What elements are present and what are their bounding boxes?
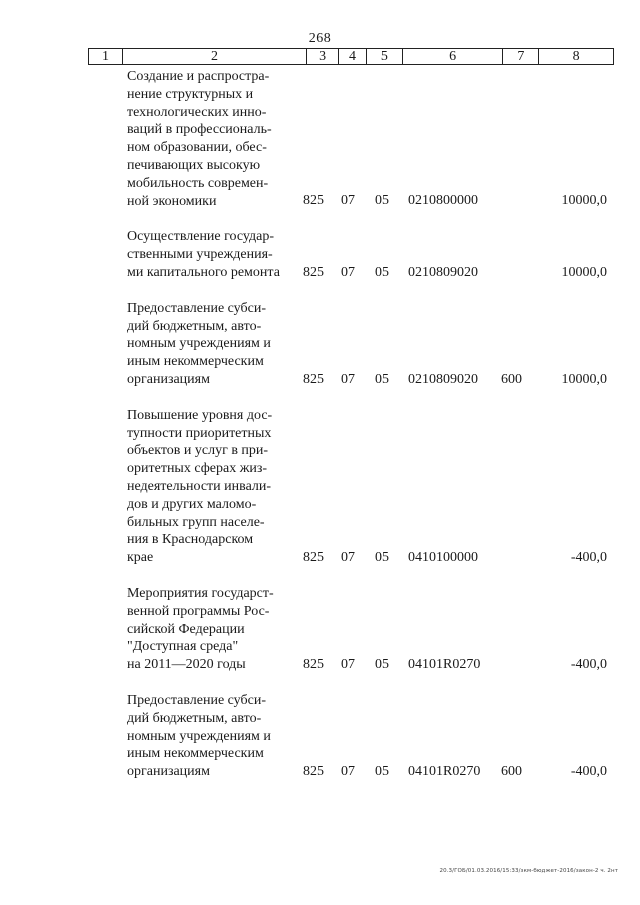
table-row: [0, 228, 640, 281]
row-description: Предоставление субси- дий бюджетным, авто- номным учреждениям и иным некоммерческим организациям: [127, 692, 271, 780]
cell-section: 07: [341, 763, 355, 779]
cell-amount: 10000,0: [561, 193, 607, 209]
cell-ministry: 825: [303, 264, 324, 280]
budget-table-body: [0, 68, 640, 799]
row-description: Осуществление государ- ственными учреждения- ми капитального ремонта: [127, 229, 280, 280]
header-col-2: 2: [123, 49, 307, 64]
table-row: [0, 300, 640, 389]
row-values: [0, 264, 640, 282]
cell-subsection: 05: [375, 193, 389, 209]
cell-amount: 10000,0: [561, 264, 607, 280]
header-col-4: 4: [339, 49, 367, 64]
cell-section: 07: [341, 656, 355, 672]
header-col-1: 1: [89, 49, 123, 64]
row-values: [0, 549, 640, 567]
table-row: [0, 68, 640, 210]
header-col-8: 8: [572, 48, 580, 64]
cell-amount: 10000,0: [561, 371, 607, 387]
page-number: 268: [308, 31, 332, 46]
header-col-3: 3: [307, 49, 339, 64]
row-values: [0, 371, 640, 389]
header-col-7: 7: [503, 49, 539, 64]
cell-subsection: 05: [375, 264, 389, 280]
row-description: Предоставление субси- дий бюджетным, авто- номным учреждениям и иным некоммерческим организациям: [127, 300, 271, 387]
cell-target-article: 04101R0270: [408, 656, 481, 672]
cell-ministry: 825: [303, 193, 324, 209]
cell-subsection: 05: [375, 371, 389, 387]
cell-subsection: 05: [375, 549, 389, 565]
row-values: [0, 192, 640, 210]
document-footer-code: 20.3/ГОБ/01.03.2016/15:33/зкм-бюджет-2016/закон-2 ч. 2нт: [439, 868, 618, 874]
cell-expense-type: 600: [501, 763, 522, 779]
cell-ministry: 825: [303, 371, 324, 387]
row-description: Повышение уровня дос- тупности приоритетных объектов и услуг в при- оритетных сферах жиз- недеятельности инвали- дов и других маломо- бильных групп населе- ния в Краснодарском крае: [127, 407, 273, 566]
cell-target-article: 0210809020: [408, 264, 478, 280]
cell-expense-type: 600: [501, 371, 522, 387]
cell-subsection: 05: [375, 656, 389, 672]
row-description: Мероприятия государст- венной программы Рос- сийской Федерации "Доступная среда" на 2011—2020 годы: [127, 585, 274, 673]
table-header-row: [88, 48, 614, 65]
header-col-6: 6: [403, 49, 504, 64]
cell-target-article: 0410100000: [408, 549, 478, 565]
cell-target-article: 04101R0270: [408, 763, 481, 779]
row-values: [0, 763, 640, 781]
cell-ministry: 825: [303, 656, 324, 672]
cell-amount: -400,0: [570, 549, 607, 565]
cell-target-article: 0210809020: [408, 371, 478, 387]
cell-amount: -400,0: [570, 656, 607, 672]
row-values: [0, 656, 640, 674]
cell-ministry: 825: [303, 763, 324, 779]
table-row: [0, 407, 640, 567]
table-row: [0, 585, 640, 674]
cell-subsection: 05: [375, 763, 389, 779]
cell-section: 07: [341, 371, 355, 387]
cell-target-article: 0210800000: [408, 193, 478, 209]
cell-section: 07: [341, 264, 355, 280]
table-row: [0, 692, 640, 781]
cell-ministry: 825: [303, 549, 324, 565]
header-col-5: 5: [367, 49, 403, 64]
cell-section: 07: [341, 193, 355, 209]
cell-section: 07: [341, 549, 355, 565]
cell-amount: -400,0: [570, 763, 607, 779]
row-description: Создание и распростра- нение структурных и технологических инно- ваций в профессиональ- ном образовании, обес- печивающих высокую мобильность современ- ной экономики: [127, 69, 272, 209]
